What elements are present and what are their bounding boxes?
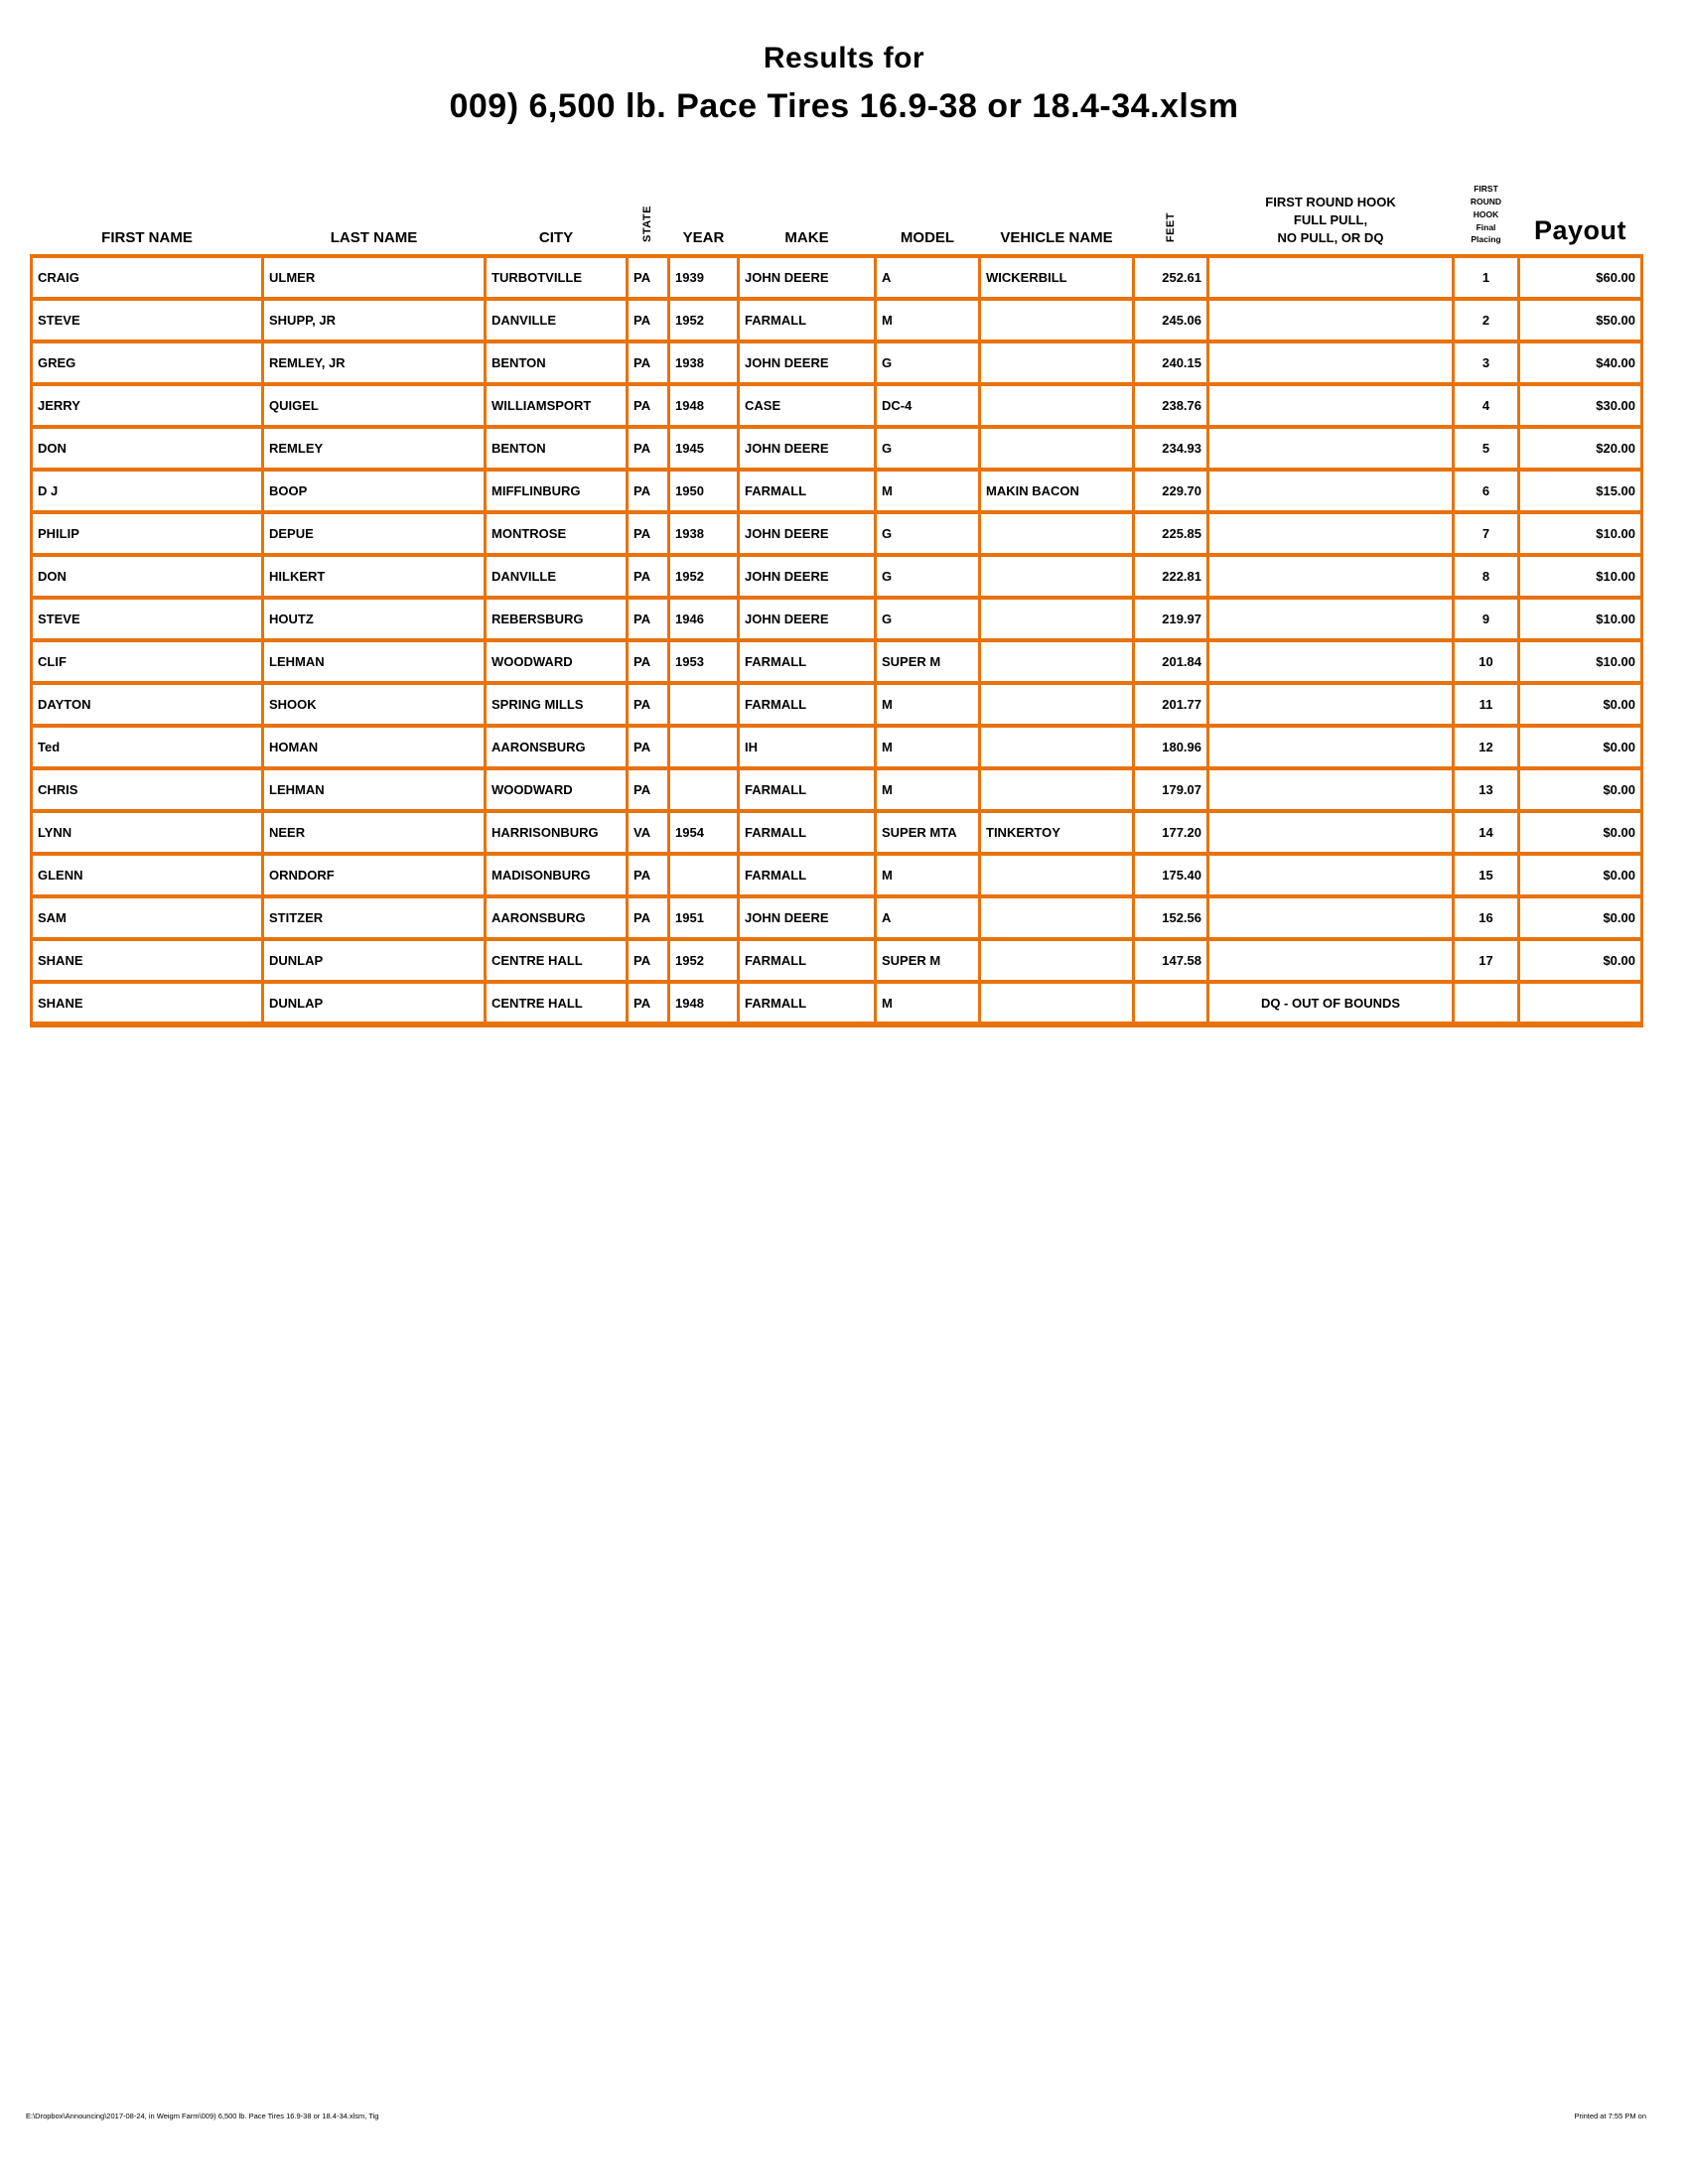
header-row [32,139,1642,256]
cell-city: WILLIAMSPORT [486,384,628,427]
cell-feet: 222.81 [1134,555,1208,598]
header-placing-line4: Final [1476,221,1496,232]
cell-state: PA [628,726,669,768]
cell-last-name: STITZER [263,896,486,939]
cell-model: A [876,896,980,939]
cell-first-round-hook: DQ - OUT OF BOUNDS [1208,982,1454,1024]
cell-feet: 177.20 [1134,811,1208,854]
cell-last-name: SHUPP, JR [263,299,486,341]
footer-printed-at: Printed at 7:55 PM on [1574,2112,1646,2120]
header-make: MAKE [784,228,829,246]
cell-final-placing: 4 [1454,384,1519,427]
cell-payout: $40.00 [1519,341,1642,384]
cell-final-placing: 11 [1454,683,1519,726]
cell-last-name: LEHMAN [263,768,486,811]
cell-last-name: DUNLAP [263,939,486,982]
cell-model: SUPER M [876,939,980,982]
cell-state: VA [628,811,669,854]
cell-vehicle-name [980,598,1134,640]
cell-model: M [876,470,980,512]
cell-state: PA [628,598,669,640]
cell-first-round-hook [1208,341,1454,384]
cell-vehicle-name [980,768,1134,811]
cell-city: CENTRE HALL [486,982,628,1024]
header-vehicle-name: VEHICLE NAME [1000,228,1113,246]
cell-city: REBERSBURG [486,598,628,640]
cell-make: FARMALL [739,683,876,726]
cell-vehicle-name: WICKERBILL [980,256,1134,299]
cell-last-name: ULMER [263,256,486,299]
table-row [32,341,1642,384]
cell-feet: 229.70 [1134,470,1208,512]
table-row [32,470,1642,512]
cell-make: CASE [739,384,876,427]
header-feet [1134,139,1208,256]
cell-city: SPRING MILLS [486,683,628,726]
cell-final-placing: 1 [1454,256,1519,299]
cell-model: G [876,598,980,640]
cell-vehicle-name [980,299,1134,341]
cell-payout: $30.00 [1519,384,1642,427]
cell-state: PA [628,640,669,683]
cell-model: M [876,768,980,811]
cell-year: 1945 [669,427,739,470]
header-hook-line3: NO PULL, OR DQ [1277,230,1384,246]
header-model: MODEL [900,228,955,246]
cell-first-name: CLIF [32,640,263,683]
cell-payout: $0.00 [1519,854,1642,896]
cell-final-placing: 12 [1454,726,1519,768]
cell-year: 1951 [669,896,739,939]
cell-last-name: BOOP [263,470,486,512]
cell-payout: $0.00 [1519,726,1642,768]
cell-make: FARMALL [739,768,876,811]
cell-year: 1954 [669,811,739,854]
header-hook-line1: FIRST ROUND HOOK [1265,195,1396,210]
cell-payout: $10.00 [1519,640,1642,683]
table-row [32,854,1642,896]
cell-vehicle-name [980,640,1134,683]
header-final-placing [1454,139,1519,256]
cell-state: PA [628,512,669,555]
cell-first-name: D J [32,470,263,512]
cell-first-name: GREG [32,341,263,384]
cell-feet: 152.56 [1134,896,1208,939]
cell-payout: $50.00 [1519,299,1642,341]
cell-vehicle-name [980,726,1134,768]
cell-vehicle-name [980,555,1134,598]
cell-year: 1952 [669,299,739,341]
cell-model: M [876,683,980,726]
cell-year [669,726,739,768]
cell-feet: 201.77 [1134,683,1208,726]
cell-feet: 238.76 [1134,384,1208,427]
table-row [32,299,1642,341]
cell-make: JOHN DEERE [739,341,876,384]
table-row [32,896,1642,939]
cell-state: PA [628,939,669,982]
cell-city: DANVILLE [486,555,628,598]
cell-state: PA [628,854,669,896]
header-placing-line1: FIRST [1474,184,1498,195]
cell-state: PA [628,341,669,384]
table-row [32,427,1642,470]
cell-payout: $10.00 [1519,555,1642,598]
cell-last-name: HOUTZ [263,598,486,640]
cell-state: PA [628,299,669,341]
cell-feet: 147.58 [1134,939,1208,982]
cell-last-name: SHOOK [263,683,486,726]
cell-year: 1946 [669,598,739,640]
cell-make: FARMALL [739,854,876,896]
cell-year: 1939 [669,256,739,299]
cell-model: SUPER MTA [876,811,980,854]
cell-first-name: CRAIG [32,256,263,299]
cell-final-placing: 8 [1454,555,1519,598]
cell-first-name: LYNN [32,811,263,854]
cell-state: PA [628,555,669,598]
cell-last-name: HOMAN [263,726,486,768]
footer-file-path: E:\Dropbox\Announcing\2017-08-24, in Weigm Farm\009) 6,500 lb. Pace Tires 16.9-38 or 18.4-34.xlsm, Tig [26,2112,379,2120]
header-placing-line2: ROUND [1470,197,1502,206]
cell-first-name: SAM [32,896,263,939]
cell-state: PA [628,256,669,299]
cell-vehicle-name [980,683,1134,726]
cell-final-placing: 5 [1454,427,1519,470]
cell-state: PA [628,683,669,726]
header-feet-label: FEET [1164,211,1177,242]
cell-city: AARONSBURG [486,896,628,939]
cell-make: FARMALL [739,640,876,683]
cell-final-placing: 15 [1454,854,1519,896]
cell-model: G [876,427,980,470]
cell-first-round-hook [1208,256,1454,299]
header-placing-line5: Placing [1471,234,1501,245]
cell-model: A [876,256,980,299]
cell-last-name: ORNDORF [263,854,486,896]
table-row [32,512,1642,555]
cell-first-round-hook [1208,683,1454,726]
cell-city: WOODWARD [486,768,628,811]
table-row [32,982,1642,1024]
cell-state: PA [628,768,669,811]
cell-year: 1938 [669,512,739,555]
cell-first-name: CHRIS [32,768,263,811]
cell-final-placing: 3 [1454,341,1519,384]
page-title-line2: 009) 6,500 lb. Pace Tires 16.9-38 or 18.4-34.xlsm [449,87,1239,125]
cell-last-name: NEER [263,811,486,854]
cell-state: PA [628,896,669,939]
cell-final-placing: 9 [1454,598,1519,640]
cell-first-name: JERRY [32,384,263,427]
cell-model: G [876,512,980,555]
cell-feet: 234.93 [1134,427,1208,470]
cell-final-placing: 13 [1454,768,1519,811]
cell-payout: $20.00 [1519,427,1642,470]
table-row [32,256,1642,299]
cell-make: FARMALL [739,811,876,854]
cell-payout: $60.00 [1519,256,1642,299]
cell-first-round-hook [1208,896,1454,939]
cell-city: MADISONBURG [486,854,628,896]
cell-first-name: Ted [32,726,263,768]
results-table-body [32,256,1642,1024]
cell-make: JOHN DEERE [739,256,876,299]
header-first-round-hook [1208,139,1454,256]
cell-year [669,768,739,811]
table-row [32,384,1642,427]
cell-feet: 219.97 [1134,598,1208,640]
cell-model: M [876,726,980,768]
cell-make: FARMALL [739,299,876,341]
header-hook-line2: FULL PULL, [1293,212,1368,228]
cell-final-placing: 16 [1454,896,1519,939]
cell-final-placing: 7 [1454,512,1519,555]
cell-first-name: DAYTON [32,683,263,726]
cell-model: G [876,555,980,598]
cell-model: G [876,341,980,384]
cell-year: 1953 [669,640,739,683]
cell-state: PA [628,427,669,470]
cell-year: 1950 [669,470,739,512]
cell-first-round-hook [1208,811,1454,854]
cell-last-name: REMLEY [263,427,486,470]
cell-make: FARMALL [739,939,876,982]
cell-vehicle-name [980,512,1134,555]
cell-vehicle-name: MAKIN BACON [980,470,1134,512]
cell-make: FARMALL [739,982,876,1024]
header-payout: Payout [1533,214,1627,245]
cell-final-placing: 2 [1454,299,1519,341]
cell-state: PA [628,384,669,427]
cell-vehicle-name [980,896,1134,939]
cell-last-name: DUNLAP [263,982,486,1024]
cell-final-placing: 14 [1454,811,1519,854]
cell-first-name: STEVE [32,299,263,341]
cell-first-name: SHANE [32,939,263,982]
cell-year: 1938 [669,341,739,384]
cell-last-name: HILKERT [263,555,486,598]
cell-model: M [876,982,980,1024]
cell-first-name: GLENN [32,854,263,896]
cell-model: DC-4 [876,384,980,427]
cell-first-round-hook [1208,768,1454,811]
cell-make: IH [739,726,876,768]
results-table-header [32,139,1642,256]
cell-vehicle-name [980,982,1134,1024]
cell-payout: $10.00 [1519,512,1642,555]
results-table [30,139,1643,1027]
cell-state: PA [628,982,669,1024]
cell-model: M [876,854,980,896]
cell-city: BENTON [486,427,628,470]
cell-feet [1134,982,1208,1024]
page-title-line1: Results for [763,42,925,74]
cell-last-name: LEHMAN [263,640,486,683]
cell-feet: 179.07 [1134,768,1208,811]
cell-vehicle-name: TINKERTOY [980,811,1134,854]
cell-payout: $10.00 [1519,598,1642,640]
cell-city: BENTON [486,341,628,384]
cell-first-round-hook [1208,640,1454,683]
table-row [32,726,1642,768]
cell-make: JOHN DEERE [739,896,876,939]
cell-payout: $0.00 [1519,683,1642,726]
table-row [32,811,1642,854]
cell-year: 1952 [669,555,739,598]
cell-final-placing: 6 [1454,470,1519,512]
header-city: CITY [538,228,574,246]
header-year: YEAR [682,228,725,246]
cell-payout: $0.00 [1519,811,1642,854]
cell-city: MIFFLINBURG [486,470,628,512]
cell-year [669,683,739,726]
cell-last-name: REMLEY, JR [263,341,486,384]
cell-year: 1952 [669,939,739,982]
cell-payout [1519,982,1642,1024]
cell-feet: 180.96 [1134,726,1208,768]
cell-feet: 240.15 [1134,341,1208,384]
cell-final-placing: 10 [1454,640,1519,683]
cell-first-name: DON [32,427,263,470]
cell-first-round-hook [1208,726,1454,768]
cell-first-round-hook [1208,384,1454,427]
cell-make: JOHN DEERE [739,598,876,640]
cell-payout: $0.00 [1519,768,1642,811]
cell-make: JOHN DEERE [739,555,876,598]
cell-make: JOHN DEERE [739,512,876,555]
table-row [32,598,1642,640]
cell-year: 1948 [669,982,739,1024]
cell-feet: 225.85 [1134,512,1208,555]
header-last-name: LAST NAME [330,228,418,246]
cell-city: WOODWARD [486,640,628,683]
header-placing-line3: HOOK [1473,208,1499,219]
table-row [32,555,1642,598]
cell-vehicle-name [980,854,1134,896]
cell-first-round-hook [1208,555,1454,598]
header-state [628,139,669,256]
cell-model: SUPER M [876,640,980,683]
table-row [32,939,1642,982]
cell-feet: 175.40 [1134,854,1208,896]
cell-first-round-hook [1208,470,1454,512]
table-row [32,683,1642,726]
cell-first-round-hook [1208,854,1454,896]
header-first-name: FIRST NAME [101,228,193,246]
cell-first-round-hook [1208,512,1454,555]
table-row [32,768,1642,811]
cell-feet: 245.06 [1134,299,1208,341]
cell-feet: 252.61 [1134,256,1208,299]
cell-final-placing: 17 [1454,939,1519,982]
cell-final-placing [1454,982,1519,1024]
cell-feet: 201.84 [1134,640,1208,683]
cell-first-round-hook [1208,427,1454,470]
cell-city: DANVILLE [486,299,628,341]
cell-first-name: STEVE [32,598,263,640]
cell-make: JOHN DEERE [739,427,876,470]
cell-vehicle-name [980,427,1134,470]
cell-first-round-hook [1208,299,1454,341]
cell-vehicle-name [980,341,1134,384]
cell-city: HARRISONBURG [486,811,628,854]
cell-first-name: DON [32,555,263,598]
cell-first-round-hook [1208,939,1454,982]
cell-city: MONTROSE [486,512,628,555]
cell-model: M [876,299,980,341]
cell-city: TURBOTVILLE [486,256,628,299]
cell-vehicle-name [980,384,1134,427]
cell-make: FARMALL [739,470,876,512]
cell-last-name: QUIGEL [263,384,486,427]
cell-first-name: PHILIP [32,512,263,555]
cell-last-name: DEPUE [263,512,486,555]
cell-first-round-hook [1208,598,1454,640]
cell-first-name: SHANE [32,982,263,1024]
cell-payout: $15.00 [1519,470,1642,512]
cell-vehicle-name [980,939,1134,982]
cell-city: CENTRE HALL [486,939,628,982]
page-title [0,42,1688,126]
cell-payout: $0.00 [1519,939,1642,982]
cell-city: AARONSBURG [486,726,628,768]
header-state-label: STATE [641,205,654,242]
table-row [32,640,1642,683]
cell-state: PA [628,470,669,512]
cell-year: 1948 [669,384,739,427]
cell-year [669,854,739,896]
cell-payout: $0.00 [1519,896,1642,939]
